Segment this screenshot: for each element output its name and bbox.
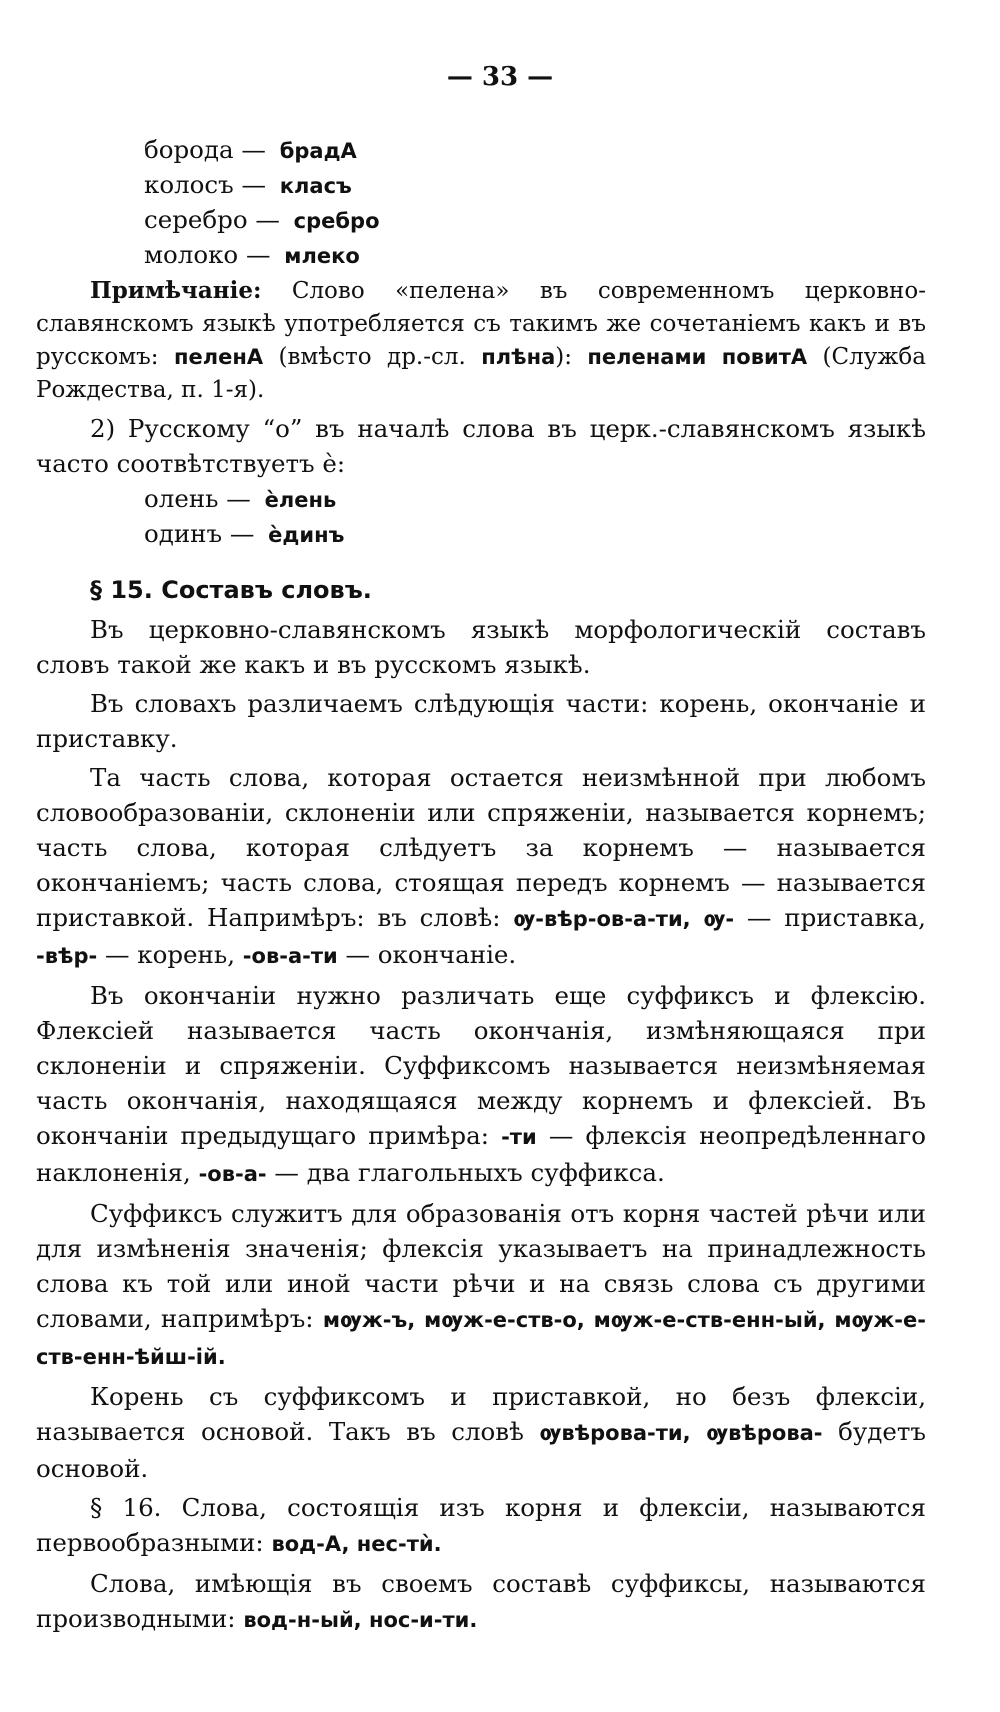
paragraph-text: — корень, (97, 940, 243, 969)
slavonic-word: -ов-а-ти (242, 944, 338, 968)
note-text: Слово «пелена» въ современномъ церковно-славянскомъ языкѣ употребляется съ такимъ же сочетаніемъ какъ и въ русскомъ: (36, 278, 926, 370)
slavonic-word: плѣна (481, 345, 556, 369)
slavonic-word: -ти (501, 1125, 537, 1149)
example-slavonic: ѐлeнь (264, 488, 337, 512)
paragraph-text: — приставка, (734, 903, 926, 932)
example-slavonic: млекo (284, 244, 360, 268)
paragraph (36, 1379, 926, 1486)
paragraph-text: будетъ основой. (36, 1417, 926, 1483)
section-heading: § 15. Составъ словъ. (90, 576, 372, 604)
paragraph-text: Корень съ суффиксомъ и приставкой, но безъ флексіи, называется основой. Такъ въ словѣ (36, 1382, 926, 1446)
example-russian: серебро — (144, 205, 280, 234)
rule-2-paragraph: 2) Русскому “о” въ началѣ слова въ церк.-славянскомъ языкѣ часто соотвѣтствуетъ ѐ: (36, 414, 926, 478)
paragraph-text: Слова, имѣющія въ своемъ составѣ суффиксы, называются производными: (36, 1569, 926, 1633)
slavonic-word: мѹж-ъ, мѹж-е-ств-о, мѹж-е-ств-енн-ый, мѹж-е-ств-енн-ѣйш-ій. (36, 1308, 926, 1369)
slavonic-word: пеленaми повитA (587, 345, 808, 369)
note-text: (Служба Рождества, п. 1-я). (36, 344, 926, 403)
example-russian: молоко — (144, 240, 271, 269)
paragraph-text: § 16. Слова, состоящія изъ корня и флексіи, называются первообразными: (36, 1493, 926, 1557)
example-slavonic: ѐдинъ (268, 523, 345, 547)
note-text: (вмѣсто др.-сл. (263, 344, 482, 370)
example-russian: колосъ — (144, 170, 266, 199)
example-russian: олень — (144, 484, 251, 513)
page-content (36, 132, 926, 1638)
slavonic-word: ѹ-вѣр-ов-а-ти, (513, 907, 691, 931)
note-text: ): (555, 344, 588, 370)
example-line (144, 167, 926, 202)
page-number: — 33 — (446, 62, 554, 92)
paragraph (36, 978, 926, 1192)
example-russian: одинъ — (144, 519, 255, 548)
note-paragraph (36, 274, 926, 407)
slavonic-word: вод-A, нес-тѝ. (271, 1532, 442, 1556)
paragraph: Въ словахъ различаемъ слѣдующія части: корень, окончаніе и приставку. (36, 689, 926, 753)
example-line (144, 202, 926, 237)
paragraph-text: — флексія неопредѣленнаго наклоненія, (36, 1121, 926, 1187)
example-line (144, 481, 926, 516)
paragraph (36, 1196, 926, 1375)
paragraph-text: Та часть слова, которая остается неизмѣнной при любомъ словообразованіи, склоненіи или спряженіи, называется корнемъ; часть слова, которая слѣдуетъ за корнемъ — называется окончаніемъ; часть слова, стоящая передъ корнемъ — называется приставкой. Напримѣръ: въ словѣ: (36, 763, 926, 932)
slavonic-word: -ов-а- (198, 1162, 267, 1186)
example-slavonic: сребрo (293, 209, 380, 233)
example-russian: борода — (144, 135, 266, 164)
paragraph: Въ церковно-славянскомъ языкѣ морфологическій составъ словъ такой же какъ и въ русскомъ языкѣ. (36, 615, 926, 679)
example-line (144, 237, 926, 272)
slavonic-word: -вѣр- (36, 944, 98, 968)
paragraph (36, 1566, 926, 1638)
example-slavonic: клaсъ (279, 174, 352, 198)
paragraph (36, 760, 926, 974)
slavonic-word: вод-н-ый, нос-и-ти. (243, 1608, 478, 1632)
paragraph-text: — два глагольныхъ суффикса. (266, 1158, 665, 1187)
slavonic-word: ѹвѣрова- (706, 1421, 823, 1445)
paragraph-text: Суффиксъ служитъ для образованія отъ корня частей рѣчи или для измѣненія значенія; флексія указываетъ на принадлежность слова къ той или иной части рѣчи и на связь слова съ другими словами, напримѣръ: (36, 1199, 926, 1333)
example-slavonic: брадA (279, 139, 357, 163)
paragraph-text: Въ окончаніи нужно различать еще суффиксъ и флексію. Флексіей называется часть окончанія, измѣняющаяся при склоненіи и спряженіи. Суффиксомъ называется неизмѣняемая часть окончанія, находящаяся между корнемъ и флексіей. Въ окончаніи предыдущаго примѣра: (36, 981, 926, 1150)
slavonic-word: ѹ- (703, 907, 735, 931)
slavonic-word: пеленA (173, 345, 264, 369)
note-label: Примѣчаніе: (90, 277, 262, 304)
example-line (144, 516, 926, 551)
slavonic-word: ѹвѣрова-ти, (539, 1421, 691, 1445)
paragraph-text: — окончаніе. (337, 940, 517, 969)
paragraph (36, 1490, 926, 1562)
example-line (144, 132, 926, 167)
